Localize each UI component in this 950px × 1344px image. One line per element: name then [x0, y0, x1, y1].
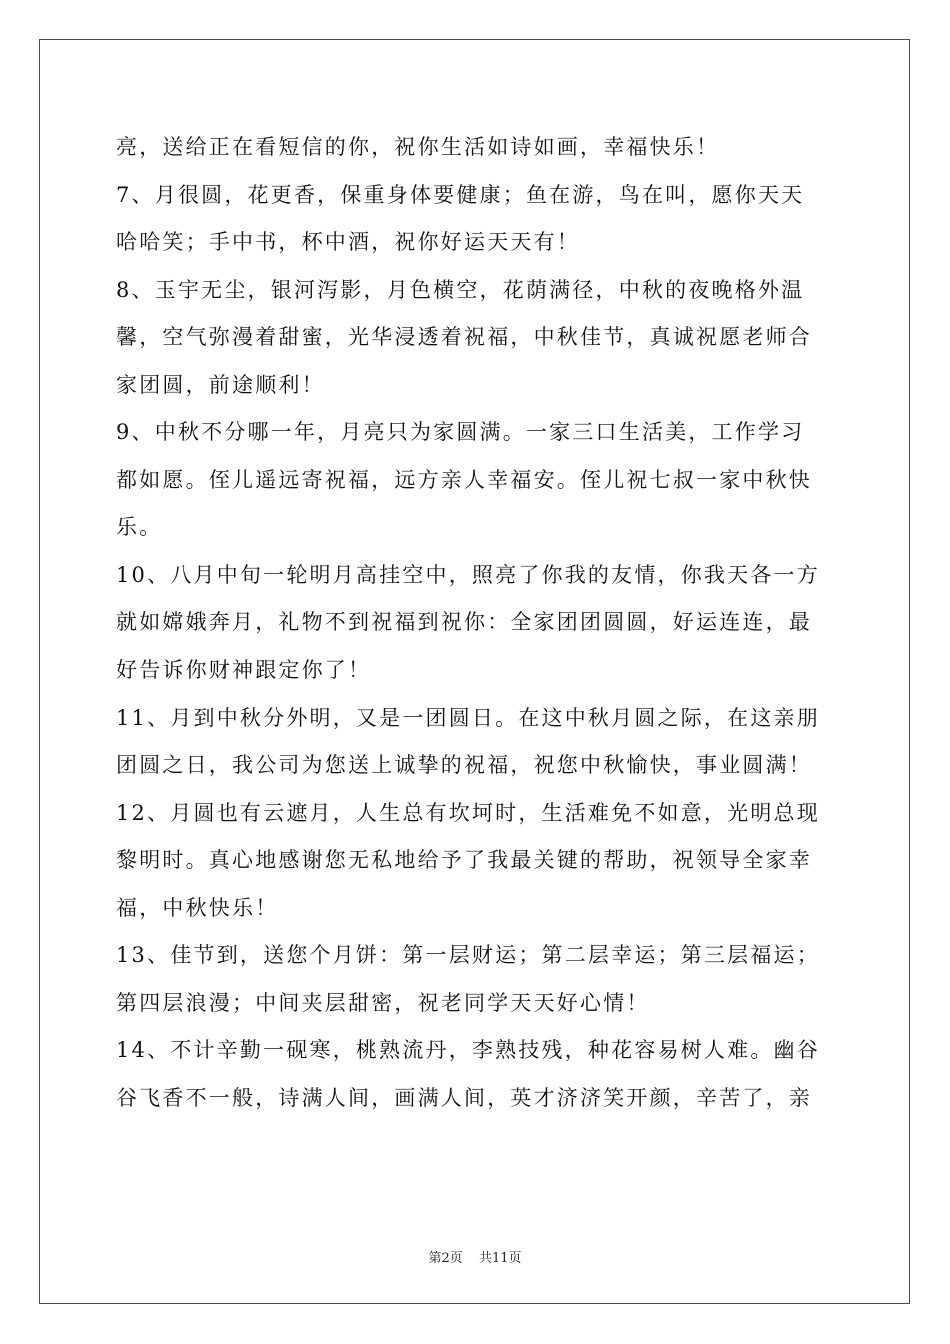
- page-number: 第2页: [428, 1251, 463, 1266]
- text-line: 馨，空气弥漫着甜蜜，光华浸透着祝福，中秋佳节，真诚祝愿老师合: [116, 325, 812, 350]
- text-line: 家团圆，前途顺利！: [116, 372, 325, 397]
- text-line: 黎明时。真心地感谢您无私地给予了我最关键的帮助，祝领导全家幸: [116, 848, 812, 873]
- text-line: 乐。: [116, 515, 163, 540]
- text-line: 团圆之日，我公司为您送上诚挚的祝福，祝您中秋愉快，事业圆满！: [116, 753, 812, 778]
- page-footer: [0, 1247, 950, 1266]
- text-line: 哈哈笑；手中书，杯中酒，祝你好运天天有！: [116, 230, 580, 255]
- text-line: 9、中秋不分哪一年，月亮只为家圆满。一家三口生活美，工作学习: [116, 420, 805, 445]
- text-line: 8、玉宇无尘，银河泻影，月色横空，花荫满径，中秋的夜晚格外温: [116, 277, 805, 302]
- text-line: 第四层浪漫；中间夹层甜密，祝老同学天天好心情！: [116, 990, 650, 1015]
- text-line: 13、佳节到，送您个月饼：第一层财运；第二层幸运；第三层福运；: [116, 943, 820, 968]
- document-body: [116, 124, 836, 1122]
- text-line: 7、月很圆，花更香，保重身体要健康；鱼在游，鸟在叫，愿你天天: [116, 182, 805, 207]
- text-line: 12、月圆也有云遮月，人生总有坎坷时，生活难免不如意，光明总现: [116, 800, 820, 825]
- text-line: 谷飞香不一般，诗满人间，画满人间，英才济济笑开颜，辛苦了，亲: [116, 1085, 812, 1110]
- text-line: 就如嫦娥奔月，礼物不到祝福到祝你：全家团团圆圆，好运连连，最: [116, 610, 812, 635]
- text-line: 好告诉你财神跟定你了！: [116, 658, 372, 683]
- text-line: 10、八月中旬一轮明月高挂空中，照亮了你我的友情，你我天各一方: [116, 562, 820, 587]
- text-line: 福，中秋快乐！: [116, 895, 279, 920]
- text-line: 14、不计辛勤一砚寒，桃熟流丹，李熟技残，种花容易树人难。幽谷: [116, 1038, 820, 1063]
- text-line: 11、月到中秋分外明，又是一团圆日。在这中秋月圆之际，在这亲朋: [116, 705, 820, 730]
- page-total: 共11页: [478, 1251, 522, 1266]
- text-line: 都如愿。侄儿遥远寄祝福，远方亲人幸福安。侄儿祝七叔一家中秋快: [116, 467, 812, 492]
- text-line: 亮，送给正在看短信的你，祝你生活如诗如画，幸福快乐！: [116, 135, 720, 159]
